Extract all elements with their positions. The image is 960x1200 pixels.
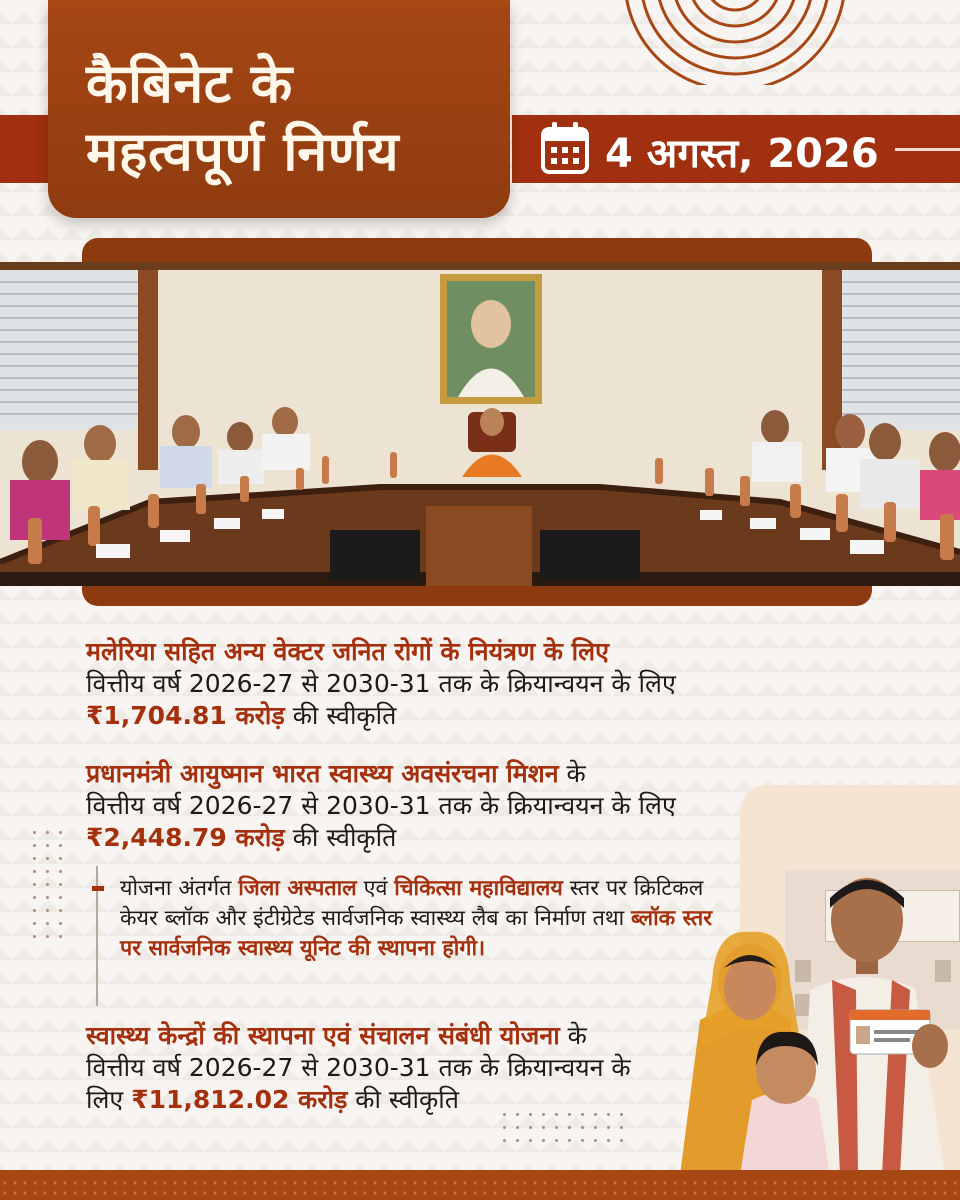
- decision-2-amount: ₹2,448.79 करोड़: [86, 823, 285, 852]
- decision-3-connector: के: [559, 1021, 587, 1050]
- decision-3-amount: ₹11,812.02 करोड़: [131, 1085, 348, 1114]
- decorative-dots-left: [28, 826, 68, 946]
- sub-point-hl1: जिला अस्पताल: [238, 876, 357, 901]
- decision-1-suffix: की स्वीकृति: [284, 701, 397, 730]
- decision-2-title: प्रधानमंत्री आयुष्मान भारत स्वास्थ्य अवसंरचना मिशन: [86, 759, 559, 788]
- sub-point-hl3: ब्लॉक स्तर पर सार्वजनिक स्वास्थ्य यूनिट की स्थापना होगी।: [120, 906, 713, 961]
- page-title-line2: महत्वपूर्ण निर्णय: [86, 120, 400, 183]
- title-box: [48, 0, 510, 218]
- header-band-left: [0, 115, 48, 183]
- decision-3-suffix: की स्वीकृति: [347, 1085, 459, 1114]
- decision-1-text: वित्तीय वर्ष 2026-27 से 2030-31 तक के क्रियान्वयन के लिए: [86, 669, 676, 698]
- decision-3-title: स्वास्थ्य केन्द्रों की स्थापना एवं संचालन संबंधी योजना: [86, 1021, 560, 1050]
- decision-ayushman: [86, 758, 726, 854]
- decision-2-suffix: की स्वीकृति: [284, 823, 397, 852]
- decision-health-centres: [86, 1020, 726, 1116]
- cabinet-meeting-photo: [0, 262, 960, 586]
- decision-date: 4 अगस्त, 2026: [605, 131, 879, 177]
- family-photo: [660, 870, 960, 1175]
- header-divider-line: [895, 148, 960, 151]
- sub-point-text: [120, 874, 725, 964]
- decision-1-title: मलेरिया सहित अन्य वेक्टर जनित रोगों के नियंत्रण के लिए: [86, 637, 609, 666]
- footer-dots: [0, 1178, 960, 1198]
- decision-1-amount: ₹1,704.81 करोड़: [86, 701, 285, 730]
- page-title-line1: कैबिनेट के: [86, 52, 293, 115]
- sub-point-part1: योजना अंतर्गत: [120, 876, 239, 901]
- decision-2-connector: के: [558, 759, 586, 788]
- calendar-icon: [540, 120, 590, 176]
- decorative-rings: [585, 0, 885, 85]
- sub-point-hl2: चिकित्सा महाविद्यालय: [394, 876, 563, 901]
- decision-2-text: वित्तीय वर्ष 2026-27 से 2030-31 तक के क्रियान्वयन के लिए: [86, 791, 676, 820]
- sub-point-marker: [92, 886, 104, 891]
- decorative-dots-bottom: [498, 1108, 628, 1152]
- decision-3-prefix: लिए: [86, 1085, 132, 1114]
- sub-point-part3: स्तर पर क्रिटिकल केयर ब्लॉक और इंटीग्रेटेड सार्वजनिक स्वास्थ्य लैब का निर्माण तथा: [120, 876, 704, 931]
- decision-malaria: [86, 636, 726, 732]
- sub-point-part2: एवं: [356, 876, 395, 901]
- decision-3-text: वित्तीय वर्ष 2026-27 से 2030-31 तक के क्रियान्वयन के: [86, 1053, 631, 1082]
